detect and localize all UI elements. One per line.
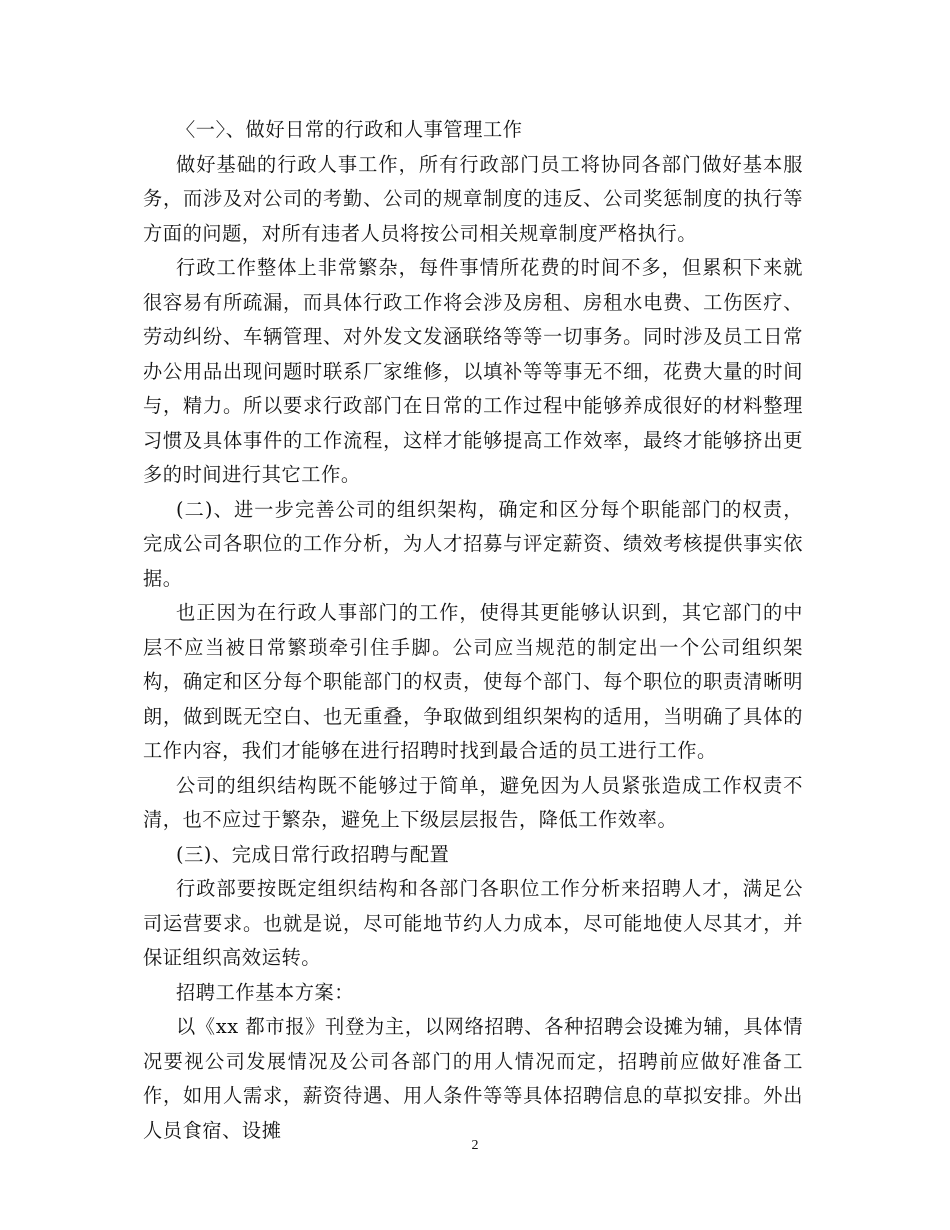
subheading: 招聘工作基本方案： <box>176 980 355 1004</box>
document-body <box>143 113 803 1148</box>
paragraph: 做好基础的行政人事工作，所有行政部门员工将协同各部门做好基本服务，而涉及对公司的考勤、公司的规章制度的违反、公司奖惩制度的执行等方面的问题，对所有违者人员将按公司相关规章制度严格执行。 <box>143 152 803 245</box>
section-heading-2: (二)、进一步完善公司的组织架构，确定和区分每个职能部门的权责，完成公司各职位的工作分析，为人才招募与评定薪资、绩效考核提供事实依据。 <box>143 497 803 590</box>
paragraph: 以《xx 都市报》刊登为主，以网络招聘、各种招聘会设摊为辅，具体情况要视公司发展情况及公司各部门的用人情况而定，招聘前应做好准备工作，如用人需求，薪资待遇、用人条件等等具体招聘信息的草拟安排。外出人员食宿、设摊 <box>143 1015 803 1142</box>
paragraph: 行政部要按既定组织结构和各部门各职位工作分析来招聘人才，满足公司运营要求。也就是说，尽可能地节约人力成本，尽可能地使人尽其才，并保证组织高效运转。 <box>143 877 803 969</box>
paragraph: 公司的组织结构既不能够过于简单，避免因为人员紧张造成工作权责不清，也不应过于繁杂，避免上下级层层报告，降低工作效率。 <box>143 773 803 831</box>
section-heading-3: (三)、完成日常行政招聘与配置 <box>176 842 450 866</box>
page-number: 2 <box>471 1138 479 1153</box>
paragraph: 行政工作整体上非常繁杂，每件事情所花费的时间不多，但累积下来就很容易有所疏漏，而具体行政工作将会涉及房租、房租水电费、工伤医疗、劳动纠纷、车辆管理、对外发文发涵联络等等一切事务。同时涉及员工日常办公用品出现问题时联系厂家维修，以填补等等事无不细，花费大量的时间与，精力。所以要求行政部门在日常的工作过程中能够养成很好的材料整理习惯及具体事件的工作流程，这样才能够提高工作效率，最终才能够挤出更多的时间进行其它工作。 <box>143 256 803 486</box>
section-heading-1: 〈一〉、做好日常的行政和人事管理工作 <box>176 118 523 141</box>
paragraph: 也正因为在行政人事部门的工作，使得其更能够认识到，其它部门的中层不应当被日常繁琐牵引住手脚。公司应当规范的制定出一个公司组织架构，确定和区分每个职能部门的权责，使每个部门、每个职位的职责清晰明朗，做到既无空白、也无重叠，争取做到组织架构的适用，当明确了具体的工作内容，我们才能够在进行招聘时找到最合适的员工进行工作。 <box>143 601 803 762</box>
